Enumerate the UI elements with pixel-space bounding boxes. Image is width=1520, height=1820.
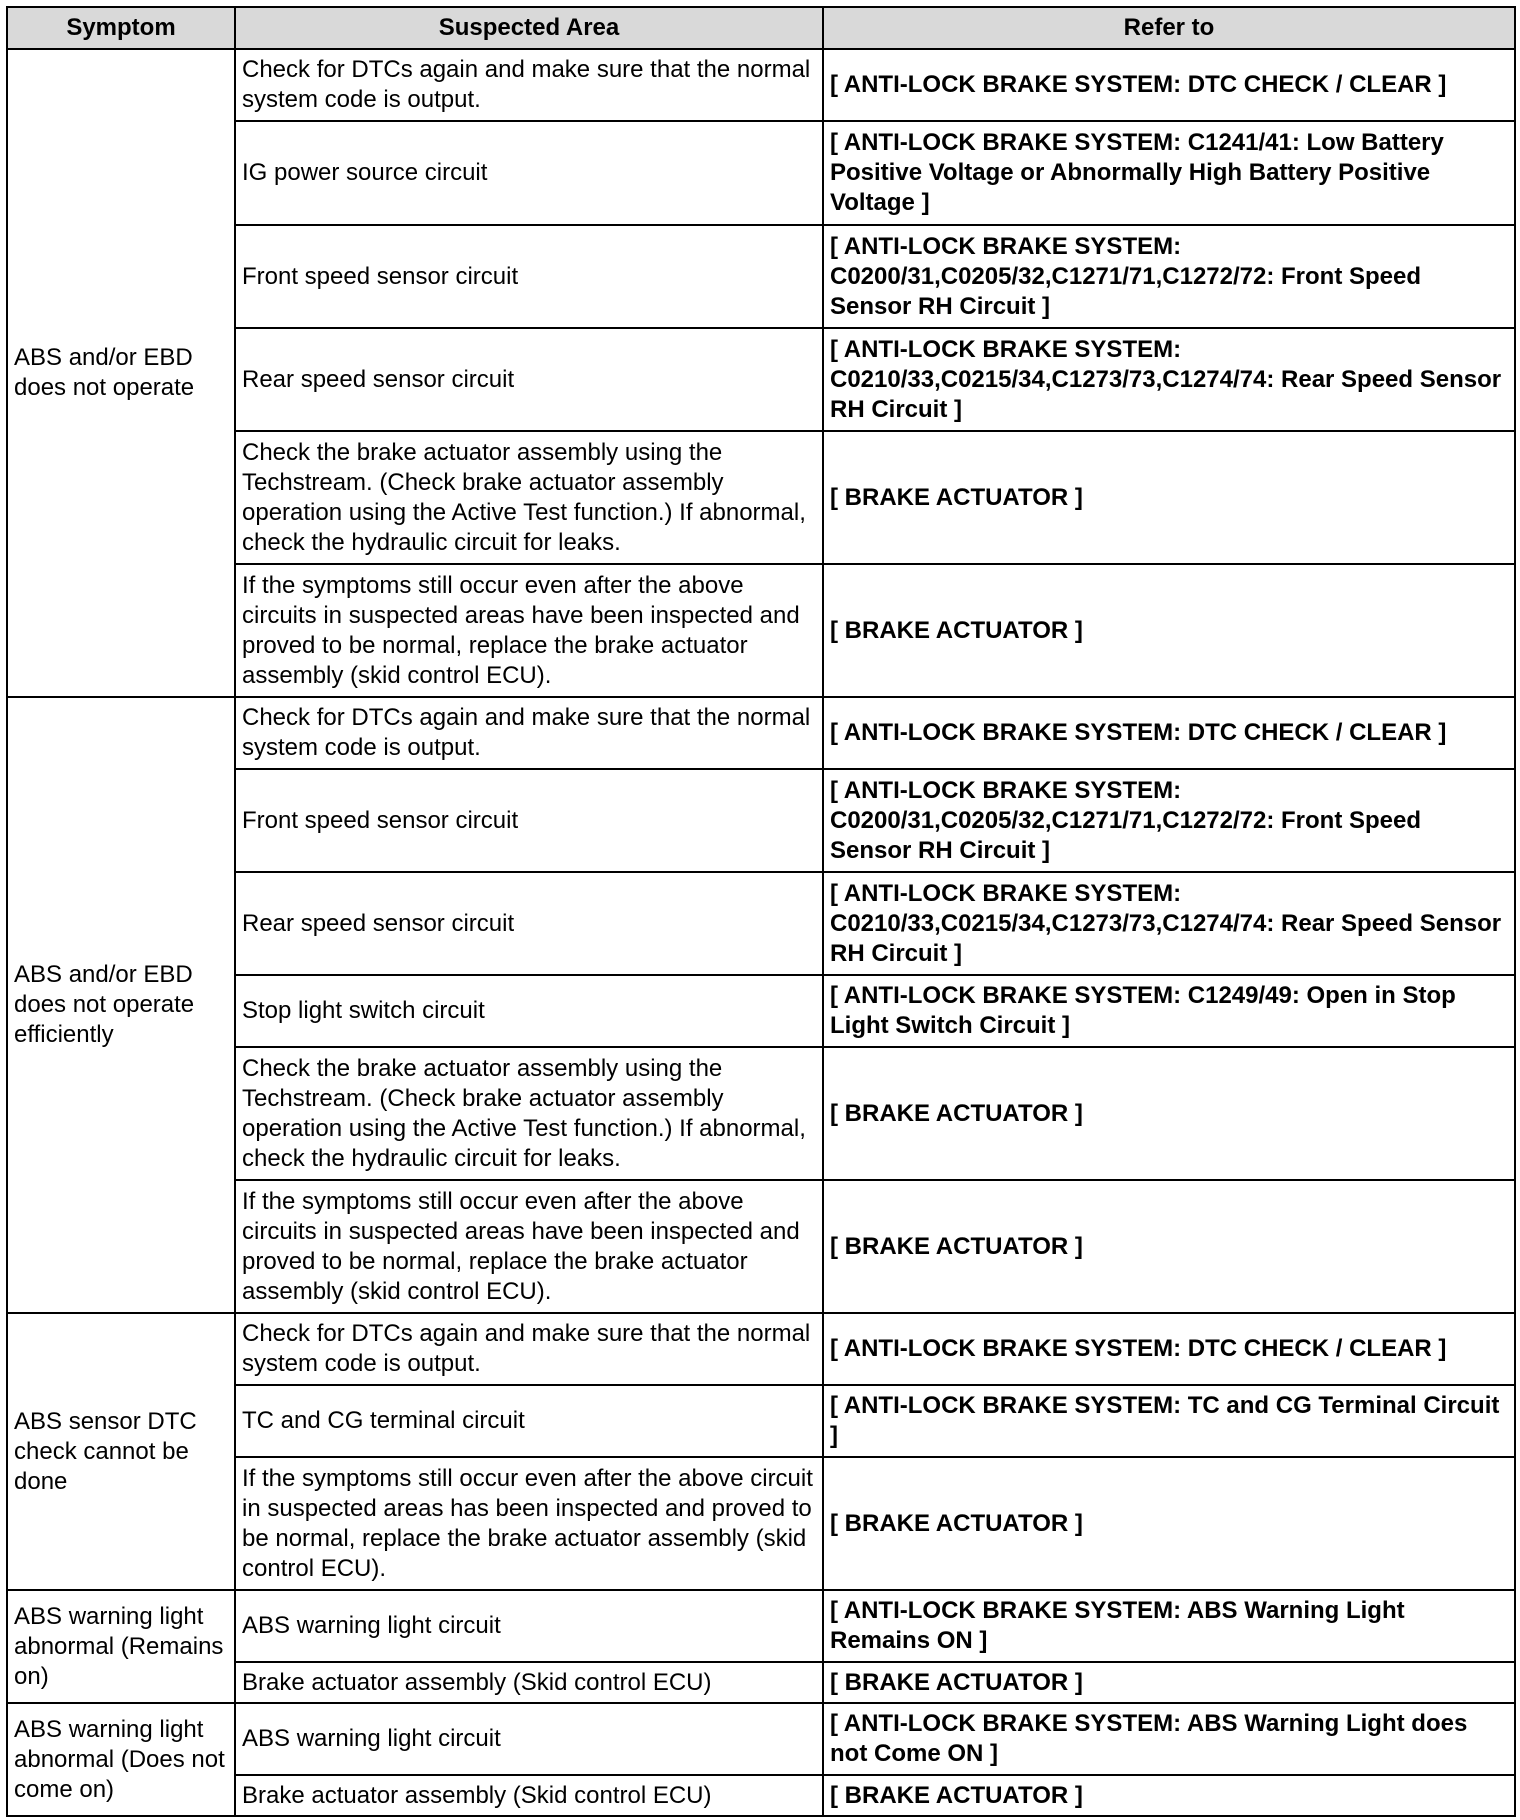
suspected-area-cell: If the symptoms still occur even after the above circuits in suspected areas have been inspected and proved to be normal, replace the brake actuator assembly (skid control ECU). <box>235 1180 823 1313</box>
refer-to-cell: [ ANTI-LOCK BRAKE SYSTEM: C0200/31,C0205/32,C1271/71,C1272/72: Front Speed Sensor RH Circuit ] <box>823 769 1515 872</box>
refer-to-cell: [ BRAKE ACTUATOR ] <box>823 1047 1515 1180</box>
refer-to-cell: [ ANTI-LOCK BRAKE SYSTEM: DTC CHECK / CLEAR ] <box>823 697 1515 769</box>
suspected-area-cell: Rear speed sensor circuit <box>235 872 823 975</box>
symptom-cell: ABS warning light abnormal (Does not come on) <box>7 1703 235 1816</box>
refer-to-cell: [ BRAKE ACTUATOR ] <box>823 1180 1515 1313</box>
refer-to-cell: [ ANTI-LOCK BRAKE SYSTEM: C1249/49: Open in Stop Light Switch Circuit ] <box>823 975 1515 1047</box>
refer-to-cell: [ BRAKE ACTUATOR ] <box>823 431 1515 564</box>
suspected-area-cell: ABS warning light circuit <box>235 1703 823 1775</box>
table-row <box>7 49 1515 121</box>
refer-to-cell: [ ANTI-LOCK BRAKE SYSTEM: C0210/33,C0215/34,C1273/73,C1274/74: Rear Speed Sensor RH Circuit ] <box>823 872 1515 975</box>
table-row <box>7 1590 1515 1662</box>
suspected-area-cell: If the symptoms still occur even after the above circuits in suspected areas have been inspected and proved to be normal, replace the brake actuator assembly (skid control ECU). <box>235 564 823 697</box>
suspected-area-cell: Brake actuator assembly (Skid control ECU) <box>235 1775 823 1816</box>
suspected-area-cell: Check for DTCs again and make sure that the normal system code is output. <box>235 49 823 121</box>
refer-to-cell: [ BRAKE ACTUATOR ] <box>823 1775 1515 1816</box>
refer-to-cell: [ ANTI-LOCK BRAKE SYSTEM: ABS Warning Light does not Come ON ] <box>823 1703 1515 1775</box>
suspected-area-cell: TC and CG terminal circuit <box>235 1385 823 1457</box>
suspected-area-cell: Stop light switch circuit <box>235 975 823 1047</box>
refer-to-cell: [ ANTI-LOCK BRAKE SYSTEM: TC and CG Terminal Circuit ] <box>823 1385 1515 1457</box>
suspected-area-cell: Brake actuator assembly (Skid control ECU) <box>235 1662 823 1703</box>
suspected-area-cell: ABS warning light circuit <box>235 1590 823 1662</box>
troubleshooting-table <box>6 6 1516 1817</box>
symptom-cell: ABS warning light abnormal (Remains on) <box>7 1590 235 1703</box>
suspected-area-cell: Check for DTCs again and make sure that the normal system code is output. <box>235 1313 823 1385</box>
refer-to-cell: [ ANTI-LOCK BRAKE SYSTEM: DTC CHECK / CLEAR ] <box>823 49 1515 121</box>
symptom-cell: ABS and/or EBD does not operate <box>7 49 235 697</box>
suspected-area-header: Suspected Area <box>235 7 823 49</box>
suspected-area-cell: Front speed sensor circuit <box>235 769 823 872</box>
symptom-header: Symptom <box>7 7 235 49</box>
suspected-area-cell: IG power source circuit <box>235 121 823 225</box>
suspected-area-cell: Rear speed sensor circuit <box>235 328 823 431</box>
suspected-area-cell: Front speed sensor circuit <box>235 225 823 328</box>
table-row <box>7 1703 1515 1775</box>
refer-to-cell: [ BRAKE ACTUATOR ] <box>823 1662 1515 1703</box>
table-row <box>7 1313 1515 1385</box>
refer-to-cell: [ ANTI-LOCK BRAKE SYSTEM: ABS Warning Light Remains ON ] <box>823 1590 1515 1662</box>
refer-to-header: Refer to <box>823 7 1515 49</box>
refer-to-cell: [ BRAKE ACTUATOR ] <box>823 564 1515 697</box>
refer-to-cell: [ BRAKE ACTUATOR ] <box>823 1457 1515 1590</box>
symptom-cell: ABS and/or EBD does not operate efficiently <box>7 697 235 1313</box>
refer-to-cell: [ ANTI-LOCK BRAKE SYSTEM: C1241/41: Low Battery Positive Voltage or Abnormally High Battery Positive Voltage ] <box>823 121 1515 225</box>
suspected-area-cell: Check for DTCs again and make sure that the normal system code is output. <box>235 697 823 769</box>
suspected-area-cell: If the symptoms still occur even after the above circuit in suspected areas has been inspected and proved to be normal, replace the brake actuator assembly (skid control ECU). <box>235 1457 823 1590</box>
refer-to-cell: [ ANTI-LOCK BRAKE SYSTEM: C0210/33,C0215/34,C1273/73,C1274/74: Rear Speed Sensor RH Circuit ] <box>823 328 1515 431</box>
refer-to-cell: [ ANTI-LOCK BRAKE SYSTEM: DTC CHECK / CLEAR ] <box>823 1313 1515 1385</box>
suspected-area-cell: Check the brake actuator assembly using the Techstream. (Check brake actuator assembly operation using the Active Test function.) If abnormal, check the hydraulic circuit for leaks. <box>235 1047 823 1180</box>
table-row <box>7 697 1515 769</box>
suspected-area-cell: Check the brake actuator assembly using the Techstream. (Check brake actuator assembly operation using the Active Test function.) If abnormal, check the hydraulic circuit for leaks. <box>235 431 823 564</box>
refer-to-cell: [ ANTI-LOCK BRAKE SYSTEM: C0200/31,C0205/32,C1271/71,C1272/72: Front Speed Sensor RH Circuit ] <box>823 225 1515 328</box>
header-row <box>7 7 1515 49</box>
symptom-cell: ABS sensor DTC check cannot be done <box>7 1313 235 1590</box>
